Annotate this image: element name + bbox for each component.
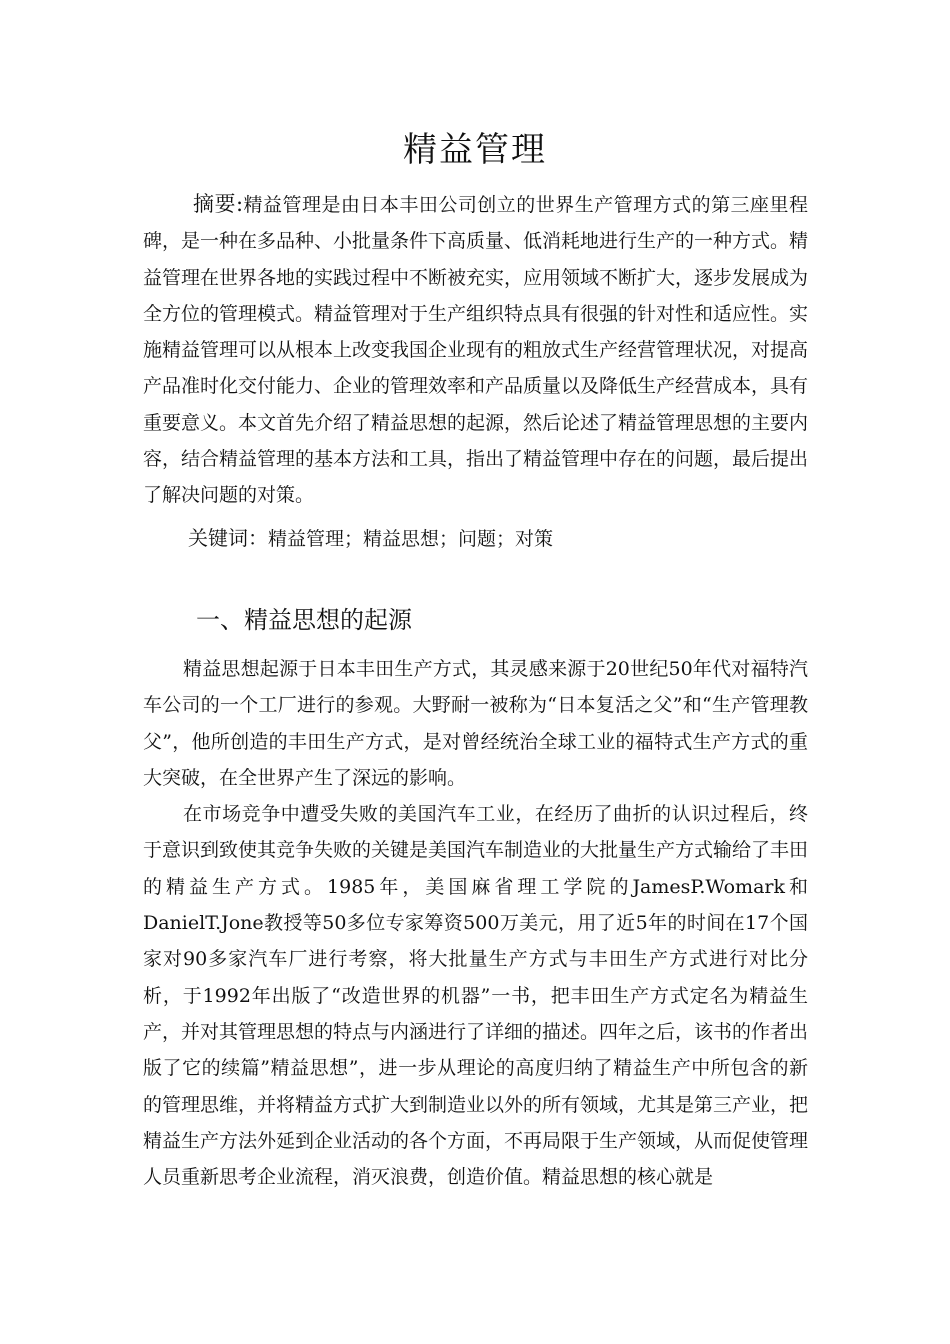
keywords-label: 关键词： bbox=[188, 526, 268, 550]
abstract-label: 摘要: bbox=[193, 192, 244, 216]
keywords-line bbox=[188, 520, 553, 557]
abstract-text: 精益管理是由日本丰田公司创立的世界生产管理方式的第三座里程碑，是一种在多品种、小批量条件下高质量、低消耗地进行生产的一种方式。精益管理在世界各地的实践过程中不断被充实，应用领域不断扩大，逐步发展成为全方位的管理模式。精益管理对于生产组织特点具有很强的针对性和适应性。实施精益管理可以从根本上改变我国企业现有的粗放式生产经营管理状况，对提高产品准时化交付能力、企业的管理效率和产品质量以及降低生产经营成本，具有重要意义。本文首先介绍了精益思想的起源，然后论述了精益管理思想的主要内容，结合精益管理的基本方法和工具，指出了精益管理中存在的问题，最后提出了解决问题的对策。 bbox=[143, 194, 809, 507]
document-title: 精益管理 bbox=[403, 130, 547, 170]
keywords-text: 精益管理；精益思想；问题；对策 bbox=[268, 528, 554, 550]
body-paragraph-1: 精益思想起源于日本丰田生产方式，其灵感来源于20世纪50年代对福特汽车公司的一个工厂进行的参观。大野耐一被称为“日本复活之父”和“生产管理教父”，他所创造的丰田生产方式，是对曾经统治全球工业的福特式生产方式的重大突破，在全世界产生了深远的影响。 bbox=[143, 658, 808, 789]
section-body bbox=[143, 651, 808, 1195]
abstract-paragraph bbox=[143, 186, 808, 514]
body-paragraph-2: 在市场竞争中遭受失败的美国汽车工业，在经历了曲折的认识过程后，终于意识到致使其竞争失败的关键是美国汽车制造业的大批量生产方式输给了丰田的精益生产方式。1985年，美国麻省理工学院的JamesP.Womark和DanielT.Jone教授等50多位专家筹资500万美元，用了近5年的时间在17个国家对90多家汽车厂进行考察，将大批量生产方式与丰田生产方式进行对比分析，于1992年出版了“改造世界的机器”一书，把丰田生产方式定名为精益生产，并对其管理思想的特点与内涵进行了详细的描述。四年之后，该书的作者出版了它的续篇”精益思想”，进一步从理论的高度归纳了精益生产中所包含的新的管理思维，并将精益方式扩大到制造业以外的所有领域，尤其是第三产业，把精益生产方法外延到企业活动的各个方面，不再局限于生产领域，从而促使管理人员重新思考企业流程，消灭浪费，创造价值。精益思想的核心就是 bbox=[143, 803, 809, 1189]
section-heading: 一、精益思想的起源 bbox=[196, 606, 412, 634]
